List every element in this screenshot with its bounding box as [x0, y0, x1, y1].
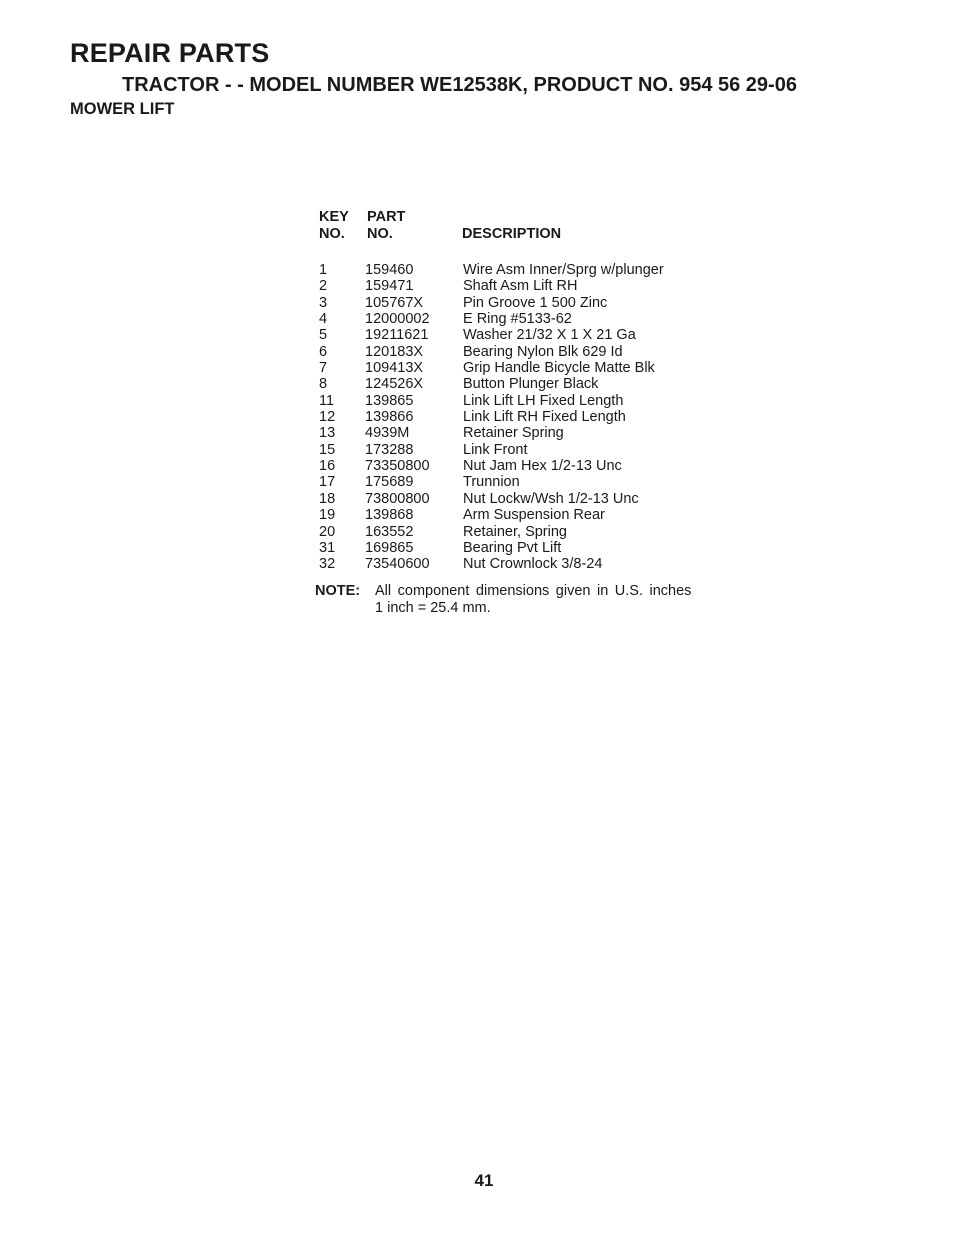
key-no-cell: 3 — [319, 294, 328, 311]
key-no-cell: 19 — [319, 507, 336, 524]
key-no-cell: 1 — [319, 262, 328, 278]
key-no-cell: 12 — [319, 409, 336, 426]
part-no-cell: 109413X — [365, 360, 424, 377]
table-row — [318, 524, 738, 540]
part-no-cell: 175689 — [365, 474, 414, 491]
part-header-line2: NO. — [367, 226, 393, 242]
part-no-cell: 159471 — [365, 278, 414, 295]
key-no-cell: 20 — [319, 523, 336, 540]
table-row — [318, 425, 738, 441]
key-no-cell: 16 — [319, 458, 336, 475]
description-cell: Arm Suspension Rear — [463, 507, 605, 524]
part-no-cell: 139866 — [365, 409, 414, 426]
part-no-cell: 73350800 — [365, 458, 430, 475]
key-no-cell: 11 — [319, 392, 335, 409]
description-cell: Grip Handle Bicycle Matte Blk — [463, 360, 655, 377]
table-row — [318, 262, 738, 278]
description-cell: Shaft Asm Lift RH — [463, 278, 578, 295]
table-row — [318, 311, 738, 327]
part-no-cell: 4939M — [365, 425, 410, 442]
table-header — [318, 209, 738, 245]
key-header-line1: KEY — [319, 209, 349, 225]
part-no-cell: 159460 — [365, 262, 414, 278]
description-header: DESCRIPTION — [462, 226, 562, 242]
description-cell: Nut Lockw/Wsh 1/2-13 Unc — [463, 490, 639, 507]
table-row — [318, 491, 738, 507]
description-cell: Bearing Nylon Blk 629 Id — [463, 343, 623, 360]
table-row — [318, 376, 738, 392]
description-cell: Wire Asm Inner/Sprg w/plunger — [463, 262, 664, 278]
key-no-cell: 31 — [319, 539, 336, 556]
table-row — [318, 442, 738, 458]
part-no-cell: 105767X — [365, 294, 424, 311]
description-cell: Link Front — [463, 441, 528, 458]
table-row — [318, 278, 738, 294]
key-no-cell: 7 — [319, 360, 328, 377]
note-text-line1: All component dimensions given in U.S. inches — [375, 583, 692, 599]
part-header-line1: PART — [367, 209, 406, 225]
table-row — [318, 507, 738, 523]
key-no-cell: 32 — [319, 556, 336, 573]
part-no-cell: 124526X — [365, 376, 424, 393]
part-no-cell: 169865 — [365, 539, 414, 556]
description-cell: Bearing Pvt Lift — [463, 539, 562, 556]
description-cell: Retainer Spring — [463, 425, 564, 442]
key-no-cell: 6 — [319, 343, 328, 360]
key-no-cell: 2 — [319, 278, 328, 295]
description-cell: Link Lift LH Fixed Length — [463, 392, 624, 409]
table-row — [318, 540, 738, 556]
key-no-cell: 17 — [319, 474, 336, 491]
description-cell: Washer 21/32 X 1 X 21 Ga — [463, 327, 636, 344]
table-row — [318, 344, 738, 360]
description-cell: Button Plunger Black — [463, 376, 599, 393]
table-row — [318, 295, 738, 311]
part-no-cell: 12000002 — [365, 311, 430, 328]
part-no-cell: 163552 — [365, 523, 414, 540]
description-cell: Nut Jam Hex 1/2-13 Unc — [463, 458, 622, 475]
section-heading: MOWER LIFT — [70, 100, 175, 118]
parts-table — [318, 209, 738, 573]
table-row — [318, 474, 738, 490]
page-number: 41 — [474, 1171, 494, 1190]
key-header-line2: NO. — [319, 226, 345, 242]
note-text-line2: 1 inch = 25.4 mm. — [375, 599, 491, 616]
key-no-cell: 15 — [319, 441, 336, 458]
description-cell: E Ring #5133-62 — [463, 311, 572, 328]
part-no-cell: 139868 — [365, 507, 414, 524]
part-no-cell: 173288 — [365, 441, 414, 458]
table-row — [318, 327, 738, 343]
description-cell: Link Lift RH Fixed Length — [463, 409, 626, 426]
part-no-cell: 120183X — [365, 343, 424, 360]
table-row — [318, 556, 738, 572]
part-no-cell: 73540600 — [365, 556, 430, 573]
key-no-cell: 5 — [319, 327, 328, 344]
description-cell: Retainer, Spring — [463, 523, 567, 540]
key-no-cell: 4 — [319, 311, 328, 328]
table-body — [318, 262, 738, 573]
part-no-cell: 139865 — [365, 392, 414, 409]
note-label: NOTE: — [315, 583, 361, 599]
key-no-cell: 8 — [319, 376, 328, 393]
part-no-cell: 73800800 — [365, 490, 430, 507]
table-row — [318, 360, 738, 376]
key-no-cell: 18 — [319, 490, 336, 507]
description-cell: Pin Groove 1 500 Zinc — [463, 294, 608, 311]
part-no-cell: 19211621 — [365, 327, 429, 344]
description-cell: Nut Crownlock 3/8-24 — [463, 556, 603, 573]
table-row — [318, 393, 738, 409]
table-row — [318, 409, 738, 425]
page-title: REPAIR PARTS — [70, 38, 270, 68]
description-cell: Trunnion — [463, 474, 520, 491]
table-row — [318, 458, 738, 474]
model-subtitle: TRACTOR - - MODEL NUMBER WE12538K, PRODUCT NO. 954 56 29-06 — [122, 74, 797, 96]
key-no-cell: 13 — [319, 425, 336, 442]
